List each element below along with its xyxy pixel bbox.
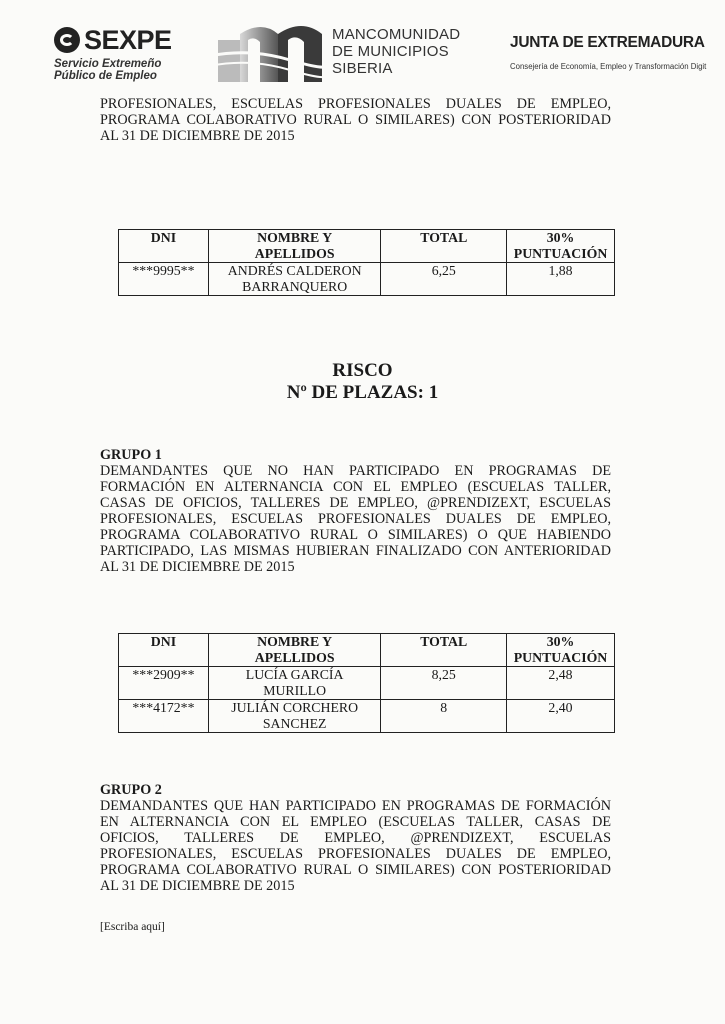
text-line: CASAS DE OFICIOS, TALLERES DE EMPLEO, @PRENDIZEXT, ESCUELAS (100, 495, 611, 511)
header-puntuacion: 30% PUNTUACIÓN (507, 634, 615, 667)
section-plazas: Nº DE PLAZAS: 1 (286, 382, 439, 403)
text-line: PROFESIONALES, ESCUELAS PROFESIONALES DUALES DE EMPLEO, (100, 846, 611, 862)
mancomunidad-logo (210, 20, 470, 85)
header-total: TOTAL (381, 634, 507, 667)
grupo-2-label: GRUPO 2 (100, 782, 162, 798)
cell-total: 8 (381, 700, 507, 733)
junta-title: JUNTA DE EXTREMADURA (510, 34, 705, 51)
results-table-1 (118, 229, 615, 296)
mancomunidad-line-1: MANCOMUNIDAD (332, 26, 461, 43)
text-line: PROFESIONALES, ESCUELAS PROFESIONALES DUALES DE EMPLEO, (100, 511, 611, 527)
sexpe-logo (54, 26, 184, 82)
table-row (119, 700, 615, 733)
cell-nombre: JULIÁN CORCHERO SANCHEZ (208, 700, 381, 733)
header-puntuacion: 30% PUNTUACIÓN (507, 230, 615, 263)
footer-placeholder: [Escriba aquí] (100, 921, 165, 933)
cell-puntuacion: 1,88 (507, 263, 615, 296)
section-title: RISCO (332, 360, 393, 381)
cell-puntuacion: 2,40 (507, 700, 615, 733)
table-row (119, 667, 615, 700)
table-header-row (119, 634, 615, 667)
cell-total: 6,25 (381, 263, 507, 296)
cell-dni: ***9995** (119, 263, 209, 296)
header-nombre: NOMBRE Y APELLIDOS (208, 634, 381, 667)
top-paragraph (100, 96, 611, 144)
text-line: FORMACIÓN EN ALTERNANCIA CON EL EMPLEO (ESCUELAS TALLER, (100, 479, 611, 495)
mancomunidad-m-icon (210, 20, 330, 85)
cell-dni: ***4172** (119, 700, 209, 733)
junta-subtitle: Consejería de Economía, Empleo y Transformación Digit (510, 62, 707, 71)
mancomunidad-line-3: SIBERIA (332, 60, 393, 77)
grupo-1-label: GRUPO 1 (100, 447, 162, 463)
text-line: PROFESIONALES, ESCUELAS PROFESIONALES DUALES DE EMPLEO, (100, 96, 611, 112)
header-nombre: NOMBRE Y APELLIDOS (208, 230, 381, 263)
text-line: EN ALTERNANCIA CON EL EMPLEO (ESCUELAS TALLER, CASAS DE (100, 814, 611, 830)
header-total: TOTAL (381, 230, 507, 263)
table-row (119, 263, 615, 296)
cell-nombre: ANDRÉS CALDERON BARRANQUERO (208, 263, 381, 296)
text-line: PROGRAMA COLABORATIVO RURAL O SIMILARES) CON POSTERIORIDAD (100, 862, 611, 878)
text-line: PARTICIPADO, LAS MISMAS HUBIERAN FINALIZADO CON ANTERIORIDAD (100, 543, 611, 559)
cell-dni: ***2909** (119, 667, 209, 700)
grupo-2-paragraph (100, 798, 611, 894)
cell-nombre: LUCÍA GARCÍA MURILLO (208, 667, 381, 700)
page-header (0, 0, 725, 95)
header-dni: DNI (119, 634, 209, 667)
results-table-2 (118, 633, 615, 733)
junta-logo (510, 34, 725, 71)
table-header-row (119, 230, 615, 263)
text-line: DEMANDANTES QUE HAN PARTICIPADO EN PROGRAMAS DE FORMACIÓN (100, 798, 611, 814)
sexpe-subtitle-1: Servicio Extremeño (54, 58, 162, 70)
text-line: AL 31 DE DICIEMBRE DE 2015 (100, 878, 295, 894)
text-line: PROGRAMA COLABORATIVO RURAL O SIMILARES) O QUE HABIENDO (100, 527, 611, 543)
sexpe-e-icon (54, 27, 80, 53)
cell-total: 8,25 (381, 667, 507, 700)
text-line: PROGRAMA COLABORATIVO RURAL O SIMILARES) CON POSTERIORIDAD (100, 112, 611, 128)
text-line: AL 31 DE DICIEMBRE DE 2015 (100, 128, 295, 144)
text-line: OFICIOS, TALLERES DE EMPLEO, @PRENDIZEXT, ESCUELAS (100, 830, 611, 846)
mancomunidad-line-2: DE MUNICIPIOS (332, 43, 449, 60)
text-line: AL 31 DE DICIEMBRE DE 2015 (100, 559, 295, 575)
grupo-1-paragraph (100, 463, 611, 575)
cell-puntuacion: 2,48 (507, 667, 615, 700)
text-line: DEMANDANTES QUE NO HAN PARTICIPADO EN PROGRAMAS DE (100, 463, 611, 479)
sexpe-name: SEXPE (84, 25, 172, 55)
sexpe-subtitle-2: Público de Empleo (54, 70, 157, 82)
header-dni: DNI (119, 230, 209, 263)
